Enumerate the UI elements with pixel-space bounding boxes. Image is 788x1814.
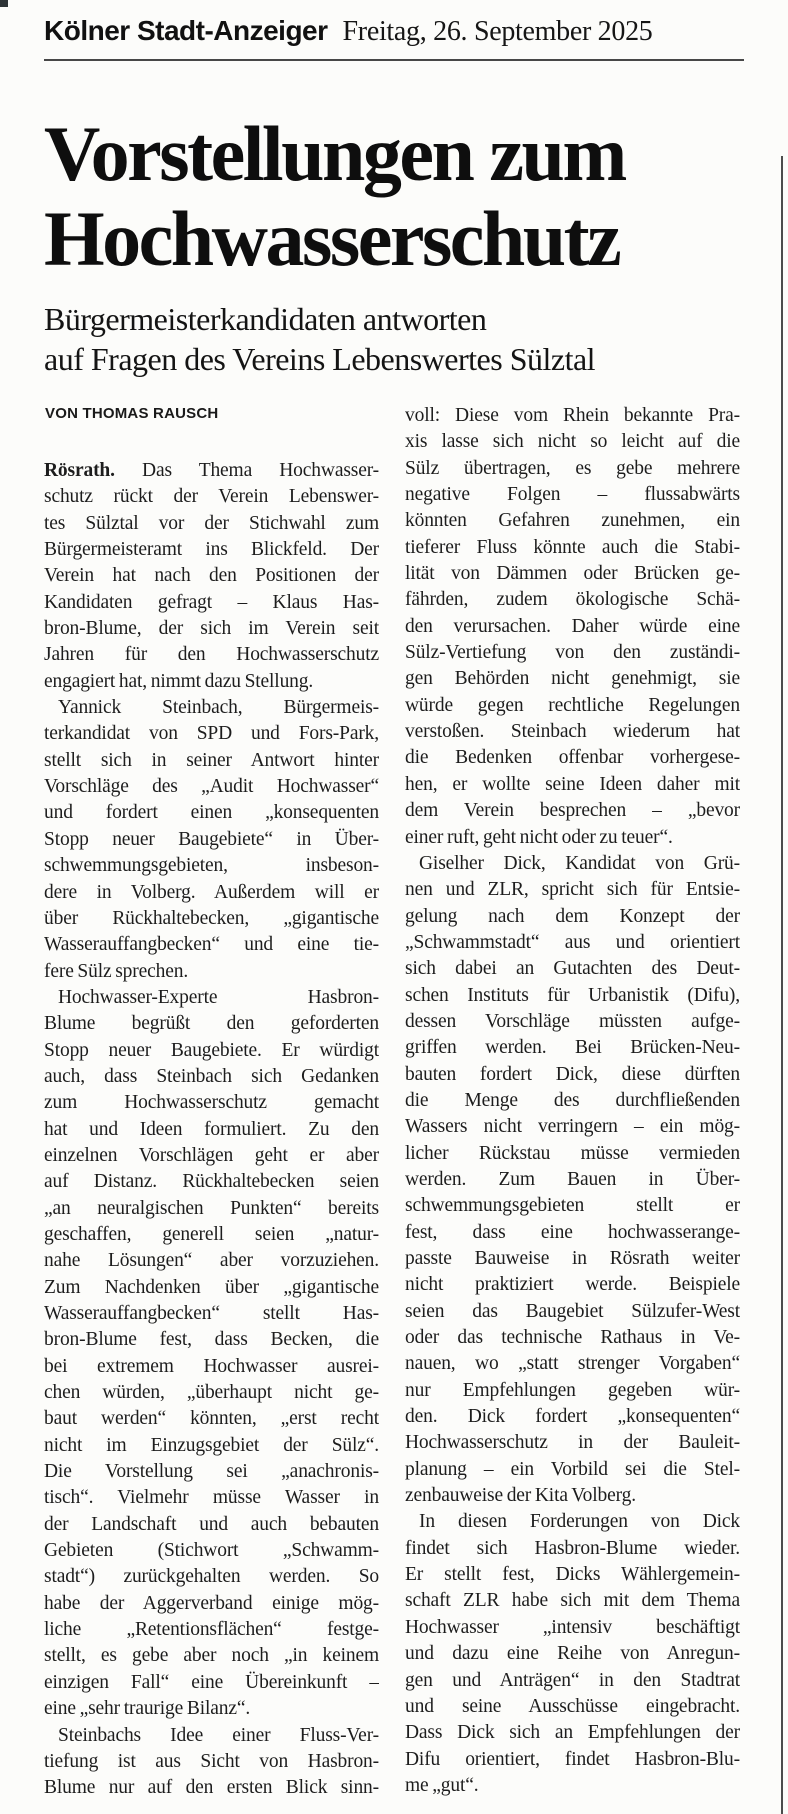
article-line: hen, er wollte seine Ideen daher mit bbox=[405, 773, 740, 795]
article-subhead bbox=[44, 299, 744, 379]
article-line: tieferer Fluss könnte auch die Stabi- bbox=[405, 536, 740, 558]
article-line: Rösrath. Das Thema Hochwasser- bbox=[44, 460, 379, 481]
article-line: dessen Vorschläge müssten aufge- bbox=[405, 1010, 740, 1032]
article-line: Yannick Steinbach, Bürgermeis- bbox=[58, 697, 379, 719]
article-line: Steinbachs Idee einer Fluss-Ver- bbox=[58, 1724, 379, 1746]
article-line: Gebieten (Stichwort „Schwamm- bbox=[44, 1540, 379, 1562]
article-line: bron-Blume, der sich im Verein seit bbox=[44, 618, 379, 640]
article-line: terkandidat von SPD und Fors-Park, bbox=[44, 723, 379, 745]
article-line: den verursachen. Daher würde eine bbox=[405, 615, 740, 637]
newspaper-name: Kölner Stadt-Anzeiger bbox=[44, 15, 328, 46]
article-line: fest, dass eine hochwasserange- bbox=[405, 1221, 740, 1243]
article-line: Hochwasser-Experte Hasbron- bbox=[58, 986, 379, 1008]
article-line: Stopp neuer Baugebiete“ in Über- bbox=[44, 828, 379, 850]
article-line: „Schwammstadt“ aus und orientiert bbox=[405, 931, 740, 953]
article-line: Kandidaten gefragt – Klaus Has- bbox=[44, 591, 379, 613]
article-line: passte Bauweise in Rösrath weiter bbox=[405, 1248, 740, 1269]
article-line: chen würden, „überhaupt nicht ge- bbox=[44, 1382, 379, 1404]
article-line: Difu orientiert, findet Hasbron-Blu- bbox=[405, 1748, 740, 1770]
article-line: und dazu eine Reihe von Anregun- bbox=[405, 1643, 740, 1665]
article-line: „an neuralgischen Punkten“ bereits bbox=[44, 1197, 379, 1219]
dateline-lead: Rösrath. bbox=[44, 460, 115, 481]
byline: VON THOMAS RAUSCH bbox=[45, 405, 219, 422]
article-line: dere in Volberg. Außerdem will er bbox=[44, 881, 379, 903]
article-line: stellt sich in seiner Antwort hinter bbox=[44, 749, 379, 771]
article-line: Dass Dick sich an Empfehlungen der bbox=[405, 1722, 740, 1744]
article-line: einzelnen Vorschlägen geht er aber bbox=[44, 1144, 379, 1166]
article-line: einer ruft, geht nicht oder zu teuer“. bbox=[405, 826, 673, 848]
article-line: und fordert einen „konsequenten bbox=[44, 802, 379, 824]
article-line: Vorschläge des „Audit Hochwasser“ bbox=[44, 776, 379, 798]
subhead-line-2: auf Fragen des Vereins Lebenswertes Sülztal bbox=[44, 341, 596, 377]
article-line: der Landschaft und auch bebauten bbox=[44, 1513, 379, 1535]
article-line: Wasserauffangbecken“ stellt Has- bbox=[44, 1303, 379, 1324]
article-line: bei extremem Hochwasser ausrei- bbox=[44, 1355, 379, 1377]
article-line: Die Vorstellung sei „anachronis- bbox=[44, 1461, 379, 1483]
article-line: xis lasse sich nicht so leicht auf die bbox=[405, 431, 740, 453]
subhead-line-1: Bürgermeisterkandidaten antworten bbox=[44, 301, 487, 337]
scan-corner-artifact bbox=[0, 0, 8, 7]
article-line: nicht im Einzugsgebiet der Sülz“. bbox=[44, 1434, 379, 1456]
article-line: zum Hochwasserschutz gemacht bbox=[44, 1092, 379, 1114]
article-line: fere Sülz sprechen. bbox=[44, 960, 189, 982]
article-line: fährden, zudem ökologische Schä- bbox=[405, 589, 740, 611]
article-line: Sülz übertragen, es gebe mehrere bbox=[405, 457, 740, 479]
article-line: voll: Diese vom Rhein bekannte Pra- bbox=[405, 405, 740, 426]
article-line: seien das Baugebiet Sülzufer-West bbox=[405, 1300, 740, 1322]
article-line: nen und ZLR, spricht sich für Entsie- bbox=[405, 879, 740, 901]
article-line: und seine Ausschüsse eingebracht. bbox=[405, 1695, 740, 1717]
article-line: habe der Aggerverband einige mög- bbox=[44, 1592, 379, 1614]
article-line: Bürgermeisteramt ins Blickfeld. Der bbox=[44, 539, 379, 561]
article-line: auch, dass Steinbach sich Gedanken bbox=[44, 1065, 379, 1087]
page-content bbox=[44, 0, 744, 1802]
article-line: könnten Gefahren zunehmen, ein bbox=[405, 510, 740, 532]
article-line: baut werden“ könnten, „erst recht bbox=[44, 1408, 379, 1430]
article-headline bbox=[44, 111, 744, 281]
article-line: schwemmungsgebieten, insbeson- bbox=[44, 855, 379, 877]
masthead bbox=[44, 0, 744, 48]
article-line: über Rückhaltebecken, „gigantische bbox=[44, 907, 379, 929]
article-line: Blume begrüßt den geforderten bbox=[44, 1013, 379, 1035]
article-line: liche „Retentionsflächen“ festge- bbox=[44, 1619, 379, 1641]
article-line: tes Sülztal vor der Stichwahl zum bbox=[44, 512, 379, 534]
article-line: nicht praktiziert werde. Beispiele bbox=[405, 1274, 740, 1296]
article-line: tisch“. Vielmehr müsse Wasser in bbox=[44, 1487, 379, 1509]
article-line: schaft ZLR habe sich mit dem Thema bbox=[405, 1590, 740, 1612]
article-line: geschaffen, generell seien „natur- bbox=[44, 1223, 379, 1245]
article-line: nauen, wo „statt strenger Vorgaben“ bbox=[405, 1353, 740, 1375]
article-column-right bbox=[405, 403, 740, 1802]
article-line: negative Folgen – flussabwärts bbox=[405, 484, 740, 506]
article-line: planung – ein Vorbild sei die Stel- bbox=[405, 1458, 740, 1480]
article-line: In diesen Forderungen von Dick bbox=[419, 1511, 740, 1533]
article-line: gen Behörden nicht genehmigt, sie bbox=[405, 668, 740, 690]
article-line: schwemmungsgebieten stellt er bbox=[405, 1195, 740, 1217]
article-line: Jahren für den Hochwasserschutz bbox=[44, 644, 379, 666]
article-line: Er stellt fest, Dicks Wählergemein- bbox=[405, 1564, 740, 1586]
article-line: stellt, es gebe aber noch „in keinem bbox=[44, 1645, 379, 1667]
article-line: hat und Ideen formuliert. Zu den bbox=[44, 1118, 379, 1140]
article-line: schen Instituts für Urbanistik (Difu), bbox=[405, 984, 740, 1006]
article-line: Hochwasserschutz in der Bauleit- bbox=[405, 1432, 740, 1454]
masthead-divider-rule bbox=[44, 59, 744, 61]
article-line: Stopp neuer Baugebiete. Er würdigt bbox=[44, 1039, 379, 1061]
article-line: den. Dick fordert „konsequenten“ bbox=[405, 1406, 740, 1428]
article-line: Sülz-Vertiefung von den zuständi- bbox=[405, 642, 740, 664]
article-line: me „gut“. bbox=[405, 1774, 479, 1796]
headline-line-1: Vorstellungen zum bbox=[44, 110, 625, 197]
article-line: stadt“) zurückgehalten werden. So bbox=[44, 1566, 379, 1588]
article-line: Verein hat nach den Positionen der bbox=[44, 565, 379, 587]
article-line: schutz rückt der Verein Lebenswer- bbox=[44, 486, 379, 508]
article-line: Giselher Dick, Kandidat von Grü- bbox=[419, 852, 740, 874]
article-line: dem Verein besprechen – „bevor bbox=[405, 800, 740, 822]
issue-date: Freitag, 26. September 2025 bbox=[342, 16, 653, 47]
article-line: Wassers nicht verringern – ein mög- bbox=[405, 1116, 740, 1138]
article-line: würde gegen rechtliche Regelungen bbox=[405, 694, 740, 716]
article-column-left bbox=[44, 403, 379, 1802]
page-column-separator-rule bbox=[781, 156, 783, 1814]
article-line: nahe Lösungen“ aber vorzuziehen. bbox=[44, 1250, 379, 1272]
article-line: bron-Blume fest, dass Becken, die bbox=[44, 1329, 379, 1351]
article-line: die Bedenken offenbar vorhergese- bbox=[405, 747, 740, 769]
article-line: findet sich Hasbron-Blume wieder. bbox=[405, 1537, 740, 1559]
article-line: eine „sehr traurige Bilanz“. bbox=[44, 1698, 251, 1720]
article-line: griffen werden. Bei Brücken-Neu- bbox=[405, 1037, 740, 1059]
article-line: Hochwasser „intensiv beschäftigt bbox=[405, 1616, 740, 1638]
article-line: tiefung ist aus Sicht von Hasbron- bbox=[44, 1750, 379, 1772]
article-line: lität von Dämmen oder Brücken ge- bbox=[405, 563, 740, 585]
article-line: Zum Nachdenken über „gigantische bbox=[44, 1276, 379, 1298]
article-line: sich dabei an Gutachten des Deut- bbox=[405, 958, 740, 980]
article-line: nur Empfehlungen gegeben wür- bbox=[405, 1379, 740, 1401]
article-line: bauten fordert Dick, diese dürften bbox=[405, 1063, 740, 1085]
article-line: licher Rückstau müsse vermieden bbox=[405, 1142, 740, 1164]
article-line: die Menge des durchfließenden bbox=[405, 1089, 740, 1111]
article-line: gen und Anträgen“ in den Stadtrat bbox=[405, 1669, 740, 1691]
article-line: engagiert hat, nimmt dazu Stellung. bbox=[44, 670, 314, 692]
article-line: gelung nach dem Konzept der bbox=[405, 905, 740, 927]
article-line: Blume nur auf den ersten Blick sinn- bbox=[44, 1777, 379, 1799]
article-columns bbox=[44, 403, 744, 1802]
article-line: auf Distanz. Rückhaltebecken seien bbox=[44, 1171, 379, 1193]
article-line: werden. Zum Bauen in Über- bbox=[405, 1168, 740, 1190]
article-line: Wasserauffangbecken“ und eine tie- bbox=[44, 934, 379, 956]
article-line: oder das technische Rathaus in Ve- bbox=[405, 1327, 740, 1349]
article-line: einzigen Fall“ eine Übereinkunft – bbox=[44, 1671, 379, 1693]
headline-line-2: Hochwasserschutz bbox=[44, 195, 620, 282]
article-line: zenbauweise der Kita Volberg. bbox=[405, 1485, 636, 1507]
article-line: verstoßen. Steinbach wiederum hat bbox=[405, 721, 740, 743]
